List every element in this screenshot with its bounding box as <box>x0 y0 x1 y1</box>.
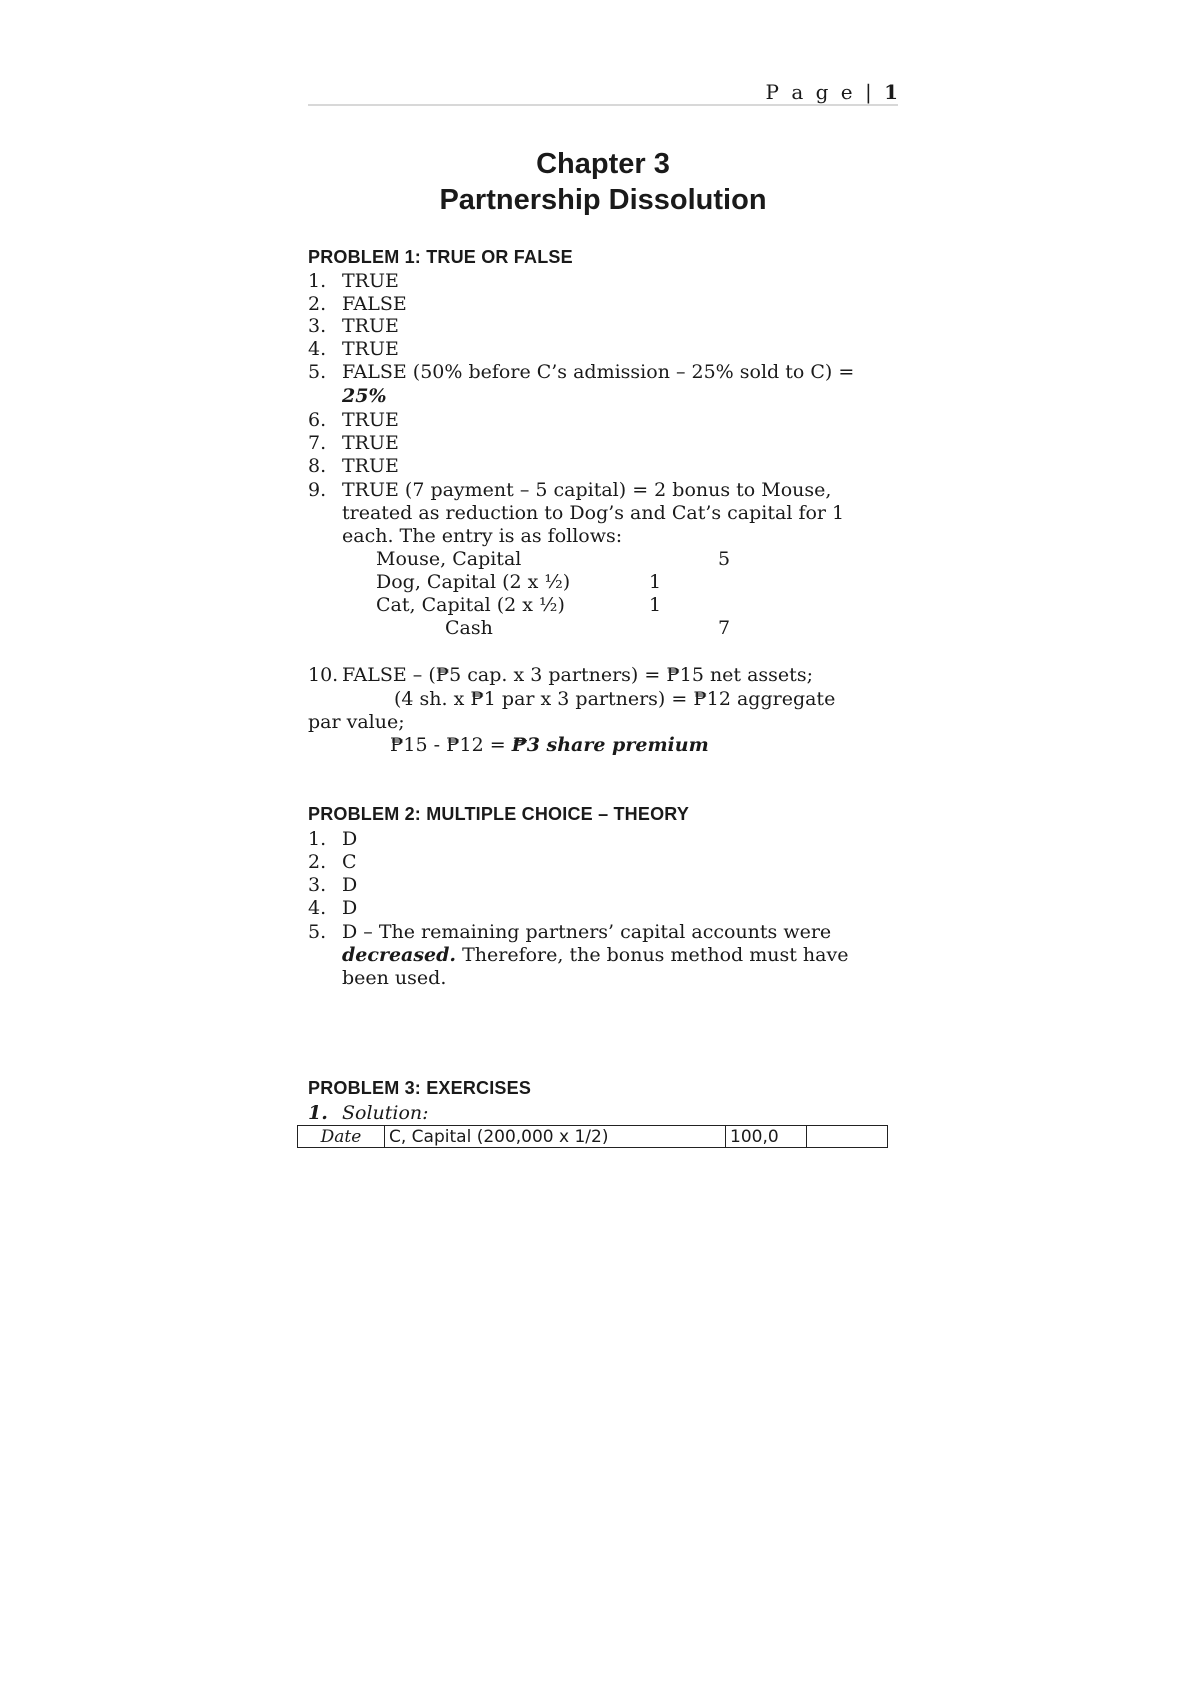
list-item-continued: each. The entry is as follows: <box>342 525 623 547</box>
list-item-number: 7. <box>308 432 327 454</box>
calc-answer: ₱3 share premium <box>511 734 709 756</box>
table-cell-date: Date <box>298 1126 385 1148</box>
list-item: TRUE (7 payment – 5 capital) = 2 bonus to Mouse, <box>342 479 832 501</box>
problem2-heading: PROBLEM 2: MULTIPLE CHOICE – THEORY <box>308 804 690 824</box>
list-item-number: 3. <box>308 315 327 337</box>
problem1-heading: PROBLEM 1: TRUE OR FALSE <box>308 247 573 267</box>
table-cell-account: C, Capital (200,000 x 1/2) <box>385 1126 726 1148</box>
list-item-number: 4. <box>308 897 327 919</box>
list-item: TRUE <box>342 270 399 292</box>
list-item: D – The remaining partners’ capital accounts were <box>342 921 832 943</box>
list-item: D <box>342 874 358 896</box>
list-item-continued: (4 sh. x ₱1 par x 3 partners) = ₱12 aggregate <box>394 688 836 710</box>
list-item-number: 1. <box>308 270 327 292</box>
list-item: TRUE <box>342 338 399 360</box>
chapter-title: Chapter 3 <box>536 148 670 180</box>
list-item-continued <box>342 944 848 966</box>
list-item-number: 4. <box>308 338 327 360</box>
list-item-number: 8. <box>308 455 327 477</box>
table-cell-debit: 100,0 <box>726 1126 807 1148</box>
list-item: FALSE (50% before C’s admission – 25% sold to C) = <box>342 361 855 383</box>
list-item-continued: par value; <box>308 711 405 733</box>
list-item-number: 1. <box>308 828 327 850</box>
list-item-number: 2. <box>308 293 327 315</box>
list-item: TRUE <box>342 432 399 454</box>
entry-account: Cash <box>445 617 493 639</box>
list-item: D <box>342 828 358 850</box>
list-item: TRUE <box>342 315 399 337</box>
solution-number: 1. <box>308 1102 328 1124</box>
calc-text: ₱15 - ₱12 = <box>390 734 512 756</box>
table-row <box>298 1126 888 1148</box>
entry-credit: 1 <box>649 594 662 616</box>
entry-credit: 1 <box>649 571 662 593</box>
entry-account: Mouse, Capital <box>376 548 522 570</box>
problem3-heading: PROBLEM 3: EXERCISES <box>308 1078 532 1098</box>
list-item: TRUE <box>342 455 399 477</box>
list-item-number: 3. <box>308 874 327 896</box>
list-item-continued: been used. <box>342 967 447 989</box>
page-header <box>308 80 898 106</box>
list-item: D <box>342 897 358 919</box>
list-item-continued <box>390 734 709 756</box>
chapter-subtitle: Partnership Dissolution <box>439 184 767 216</box>
entry-debit: 5 <box>718 548 731 570</box>
list-item: C <box>342 851 357 873</box>
emphasis-word: decreased. <box>342 944 457 966</box>
entry-credit: 7 <box>718 617 731 639</box>
list-item-number: 10. <box>308 664 339 686</box>
page-number: 1 <box>884 80 898 104</box>
journal-table <box>297 1125 888 1148</box>
solution-label: Solution: <box>342 1102 429 1124</box>
table-cell-credit <box>807 1126 888 1148</box>
list-item: FALSE <box>342 293 407 315</box>
list-item-number: 5. <box>308 361 327 383</box>
list-item-continued: treated as reduction to Dog’s and Cat’s capital for 1 <box>342 502 845 524</box>
list-item-number: 2. <box>308 851 327 873</box>
list-item-number: 6. <box>308 409 327 431</box>
list-item-number: 5. <box>308 921 327 943</box>
list-item-answer: 25% <box>342 385 387 407</box>
entry-account: Cat, Capital (2 x ½) <box>376 594 565 616</box>
list-item: FALSE – (₱5 cap. x 3 partners) = ₱15 net assets; <box>342 664 813 686</box>
entry-account: Dog, Capital (2 x ½) <box>376 571 571 593</box>
list-item-text: Therefore, the bonus method must have <box>456 944 849 966</box>
list-item-number: 9. <box>308 479 327 501</box>
list-item: TRUE <box>342 409 399 431</box>
page-label: P a g e | <box>765 80 875 104</box>
